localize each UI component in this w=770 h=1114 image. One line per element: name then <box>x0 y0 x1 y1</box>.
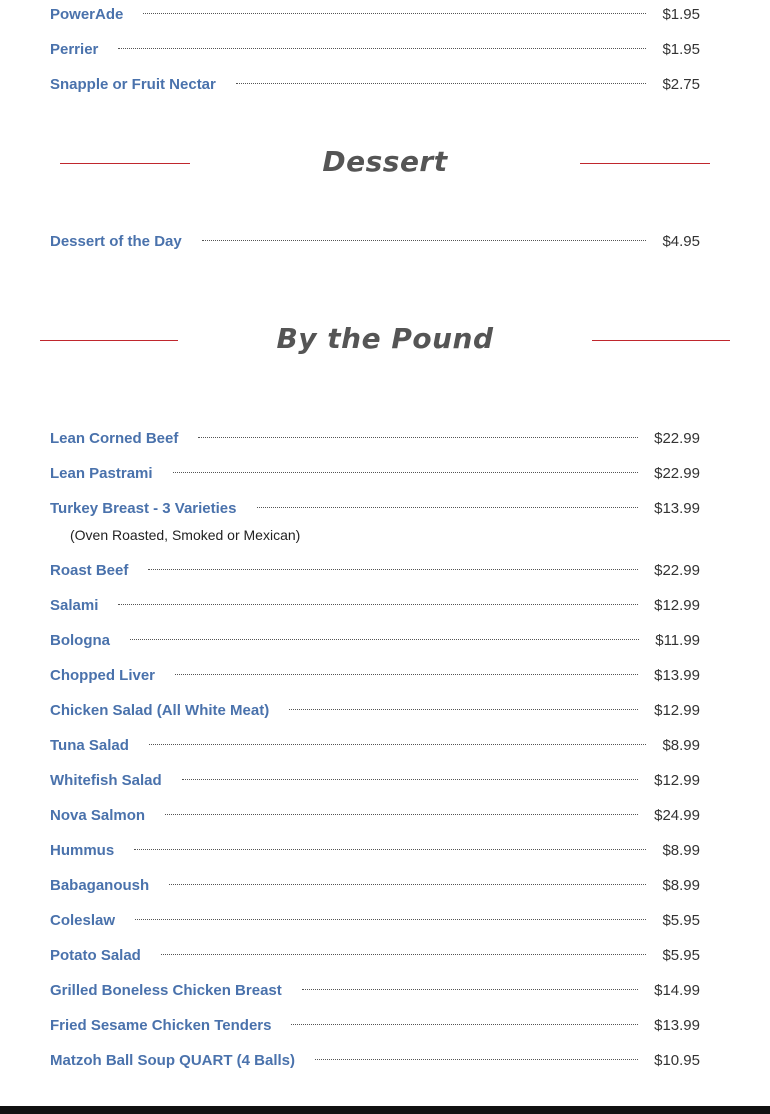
dot-leader <box>134 849 646 850</box>
menu-item <box>50 1049 700 1071</box>
dot-leader <box>257 507 639 508</box>
item-price: $12.99 <box>654 771 700 789</box>
menu-item <box>50 594 700 616</box>
menu-item <box>50 874 700 896</box>
menu-item <box>50 804 700 826</box>
dot-leader <box>173 472 639 473</box>
item-name: Salami <box>50 596 99 614</box>
menu-item <box>50 769 700 791</box>
dot-leader <box>130 639 639 640</box>
item-price: $14.99 <box>654 981 700 999</box>
item-name: PowerAde <box>50 5 124 23</box>
item-price: $13.99 <box>654 666 700 684</box>
menu-item <box>50 1014 700 1036</box>
item-price: $8.99 <box>662 876 700 894</box>
section-rule-right <box>592 340 730 341</box>
item-price: $1.95 <box>662 40 700 58</box>
menu-item <box>50 3 700 25</box>
item-name: Potato Salad <box>50 946 141 964</box>
dot-leader <box>315 1059 638 1060</box>
item-name: Whitefish Salad <box>50 771 162 789</box>
item-price: $13.99 <box>654 1016 700 1034</box>
section-rule-right <box>580 163 710 164</box>
item-name: Nova Salmon <box>50 806 146 824</box>
item-price: $22.99 <box>654 561 700 579</box>
dot-leader <box>135 919 646 920</box>
dot-leader <box>118 48 646 49</box>
item-price: $8.99 <box>662 841 700 859</box>
menu-item <box>50 699 700 721</box>
item-name: Bologna <box>50 631 110 649</box>
item-name: Babaganoush <box>50 876 150 894</box>
item-price: $11.99 <box>655 631 700 649</box>
section-title-by-the-pound: By the Pound <box>276 322 494 355</box>
dot-leader <box>202 240 647 241</box>
item-name: Coleslaw <box>50 911 116 929</box>
dot-leader <box>291 1024 638 1025</box>
menu-item <box>50 664 700 686</box>
menu-item <box>50 909 700 931</box>
item-price: $2.75 <box>662 75 700 93</box>
item-name: Lean Pastrami <box>50 464 153 482</box>
item-price: $24.99 <box>654 806 700 824</box>
dot-leader <box>236 83 647 84</box>
item-price: $22.99 <box>654 429 700 447</box>
item-price: $8.99 <box>662 736 700 754</box>
menu-item <box>50 944 700 966</box>
menu-item <box>50 462 700 484</box>
item-name: Hummus <box>50 841 115 859</box>
item-name: Chopped Liver <box>50 666 156 684</box>
menu-item <box>50 629 700 651</box>
item-price: $1.95 <box>662 5 700 23</box>
menu-item <box>50 734 700 756</box>
dot-leader <box>169 884 646 885</box>
item-name: Tuna Salad <box>50 736 129 754</box>
item-price: $12.99 <box>654 596 700 614</box>
item-name: Chicken Salad (All White Meat) <box>50 701 270 719</box>
dot-leader <box>175 674 638 675</box>
item-name: Snapple or Fruit Nectar <box>50 75 216 93</box>
dot-leader <box>149 744 647 745</box>
section-title-dessert: Dessert <box>322 145 448 178</box>
menu-item <box>50 979 700 1001</box>
item-price: $10.95 <box>654 1051 700 1069</box>
menu-item <box>50 230 700 252</box>
dot-leader <box>182 779 638 780</box>
dot-leader <box>198 437 638 438</box>
item-note: (Oven Roasted, Smoked or Mexican) <box>70 527 301 543</box>
item-name: Turkey Breast - 3 Varieties <box>50 499 237 517</box>
item-name: Perrier <box>50 40 99 58</box>
dot-leader <box>165 814 638 815</box>
dot-leader <box>148 569 638 570</box>
menu-item <box>50 559 700 581</box>
menu-item <box>50 73 700 95</box>
item-name: Fried Sesame Chicken Tenders <box>50 1016 272 1034</box>
dot-leader <box>161 954 647 955</box>
item-name: Matzoh Ball Soup QUART (4 Balls) <box>50 1051 296 1069</box>
menu-item <box>50 497 700 519</box>
menu-item <box>50 38 700 60</box>
page-bottom-border <box>0 1106 770 1114</box>
menu-item <box>50 427 700 449</box>
item-name: Dessert of the Day <box>50 232 182 250</box>
item-price: $22.99 <box>654 464 700 482</box>
dot-leader <box>118 604 638 605</box>
item-price: $12.99 <box>654 701 700 719</box>
item-price: $5.95 <box>662 911 700 929</box>
dot-leader <box>143 13 646 14</box>
item-name: Grilled Boneless Chicken Breast <box>50 981 282 999</box>
item-name: Lean Corned Beef <box>50 429 179 447</box>
item-name: Roast Beef <box>50 561 129 579</box>
item-price: $5.95 <box>662 946 700 964</box>
dot-leader <box>302 989 638 990</box>
item-price: $13.99 <box>654 499 700 517</box>
dot-leader <box>289 709 638 710</box>
item-price: $4.95 <box>662 232 700 250</box>
menu-item <box>50 839 700 861</box>
